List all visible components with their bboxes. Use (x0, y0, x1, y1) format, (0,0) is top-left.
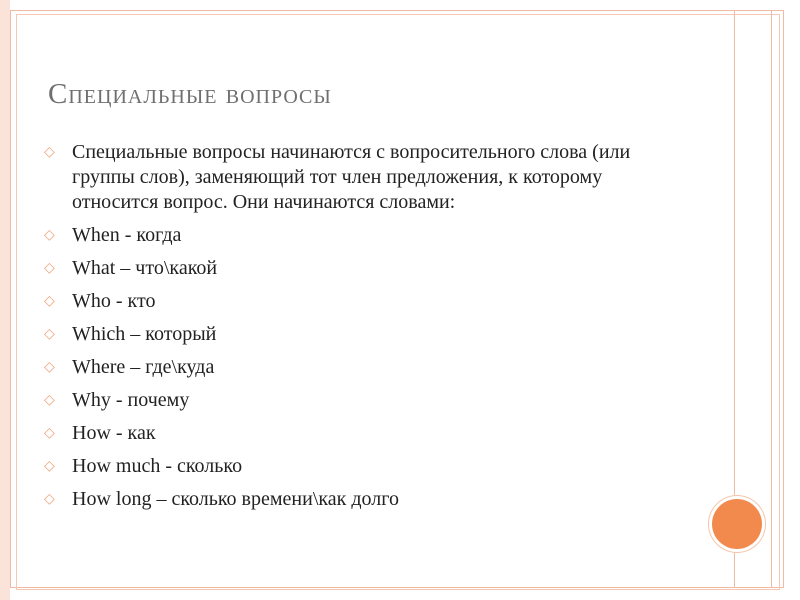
list-item (44, 322, 684, 347)
orange-circle-icon (712, 499, 762, 549)
hollow-diamond-icon: ◇ (44, 459, 55, 474)
hollow-diamond-icon: ◇ (44, 261, 55, 276)
list-item-text: Where – где\куда (72, 356, 215, 378)
hollow-diamond-icon: ◇ (44, 145, 55, 160)
list-item (44, 256, 684, 281)
hollow-diamond-icon: ◇ (44, 426, 55, 441)
list-item-text: Why - почему (72, 389, 190, 411)
hollow-diamond-icon: ◇ (44, 327, 55, 342)
list-item (44, 454, 684, 479)
list-item-text: How - как (72, 422, 156, 444)
bullet-list (44, 140, 684, 520)
list-item-text: Which – который (72, 323, 217, 345)
hollow-diamond-icon: ◇ (44, 393, 55, 408)
list-item (44, 388, 684, 413)
hollow-diamond-icon: ◇ (44, 294, 55, 309)
list-item-text: Who - кто (72, 290, 156, 312)
hollow-diamond-icon: ◇ (44, 360, 55, 375)
list-item-text: When - когда (72, 224, 182, 246)
list-item (44, 421, 684, 446)
hollow-diamond-icon: ◇ (44, 492, 55, 507)
list-item-text: Специальные вопросы начинаются с вопросительного слова (или группы слов), заменяющий тот член предложения, к которому относится вопрос. Они начинаются словами: (72, 141, 631, 213)
list-item (44, 289, 684, 314)
list-item (44, 140, 684, 215)
list-item-text: How much - сколько (72, 455, 243, 477)
decorative-vertical-line-2 (771, 10, 772, 588)
hollow-diamond-icon: ◇ (44, 228, 55, 243)
list-item-text: How long – сколько времени\как долго (72, 488, 399, 510)
list-item (44, 487, 684, 512)
left-decorative-band (0, 0, 10, 600)
list-item (44, 223, 684, 248)
list-item (44, 355, 684, 380)
slide-title: Специальные вопросы (48, 78, 332, 110)
list-item-text: What – что\какой (72, 257, 218, 279)
